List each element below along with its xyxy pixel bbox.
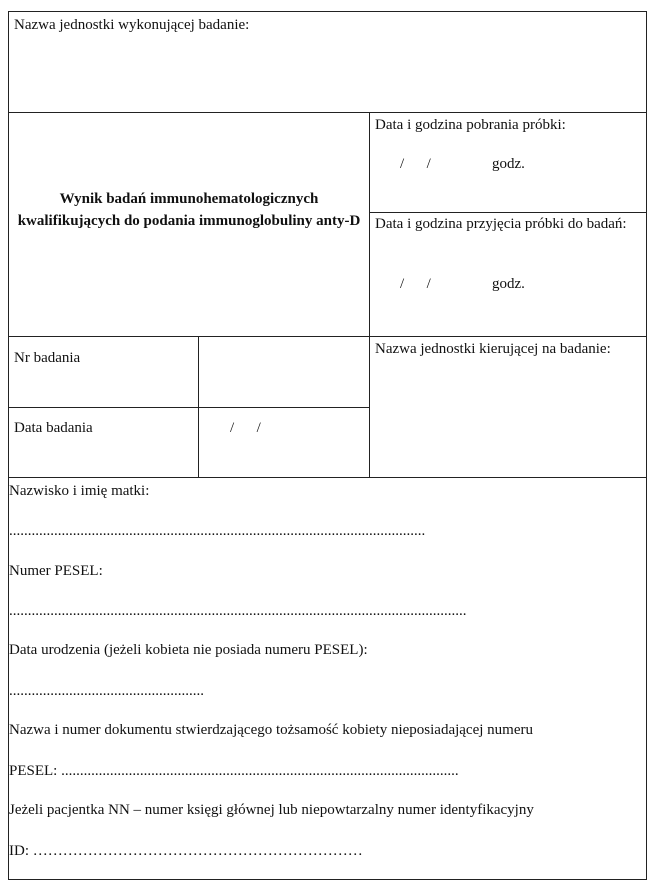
form-frame bbox=[8, 11, 647, 880]
sample-receipt-time-label: godz. bbox=[492, 276, 525, 292]
referring-unit-label: Nazwa jednostki kierującej na badanie: bbox=[375, 341, 611, 357]
mother-name-field[interactable]: ............................................................................................................... bbox=[9, 523, 426, 539]
sample-receipt-date-field[interactable]: / / bbox=[400, 276, 431, 292]
divider-middle bbox=[8, 336, 647, 337]
sample-collection-label: Data i godzina pobrania próbki: bbox=[375, 117, 566, 133]
nn-id-field[interactable]: ID: ………………………………………………………… bbox=[9, 843, 363, 859]
birth-date-label: Data urodzenia (jeżeli kobieta nie posiada numeru PESEL): bbox=[9, 642, 368, 658]
mother-name-label: Nazwisko i imię matki: bbox=[9, 483, 150, 499]
divider-test-rows bbox=[8, 407, 369, 408]
test-date-label: Data badania bbox=[14, 420, 93, 436]
document-field[interactable]: PESEL: .......................................................................................................... bbox=[9, 763, 459, 779]
document-label: Nazwa i numer dokumentu stwierdzającego tożsamość kobiety nieposiadającej numeru bbox=[9, 722, 533, 738]
divider-patient bbox=[8, 477, 647, 478]
divider-sample-dates bbox=[369, 212, 647, 213]
nn-label: Jeżeli pacjentka NN – numer księgi głównej lub niepowtarzalny numer identyfikacyjny bbox=[9, 802, 534, 818]
form-title: Wynik badań immunohematologicznych kwalifikujących do podania immunoglobuliny anty-D bbox=[17, 191, 361, 229]
pesel-label: Numer PESEL: bbox=[9, 563, 103, 579]
birth-date-field[interactable]: .................................................... bbox=[9, 683, 204, 699]
test-date-field[interactable]: / / bbox=[230, 420, 261, 436]
divider-title-column bbox=[369, 112, 370, 477]
divider-top bbox=[8, 112, 647, 113]
performing-unit-label: Nazwa jednostki wykonującej badanie: bbox=[14, 17, 250, 33]
divider-test-column bbox=[198, 336, 199, 477]
sample-collection-date-field[interactable]: / / bbox=[400, 156, 431, 172]
test-number-field[interactable] bbox=[200, 338, 368, 406]
sample-collection-time-label: godz. bbox=[492, 156, 525, 172]
pesel-field[interactable]: .......................................................................................................................... bbox=[9, 603, 467, 619]
test-number-label: Nr badania bbox=[14, 350, 81, 366]
sample-receipt-label: Data i godzina przyjęcia próbki do badań: bbox=[375, 216, 627, 232]
